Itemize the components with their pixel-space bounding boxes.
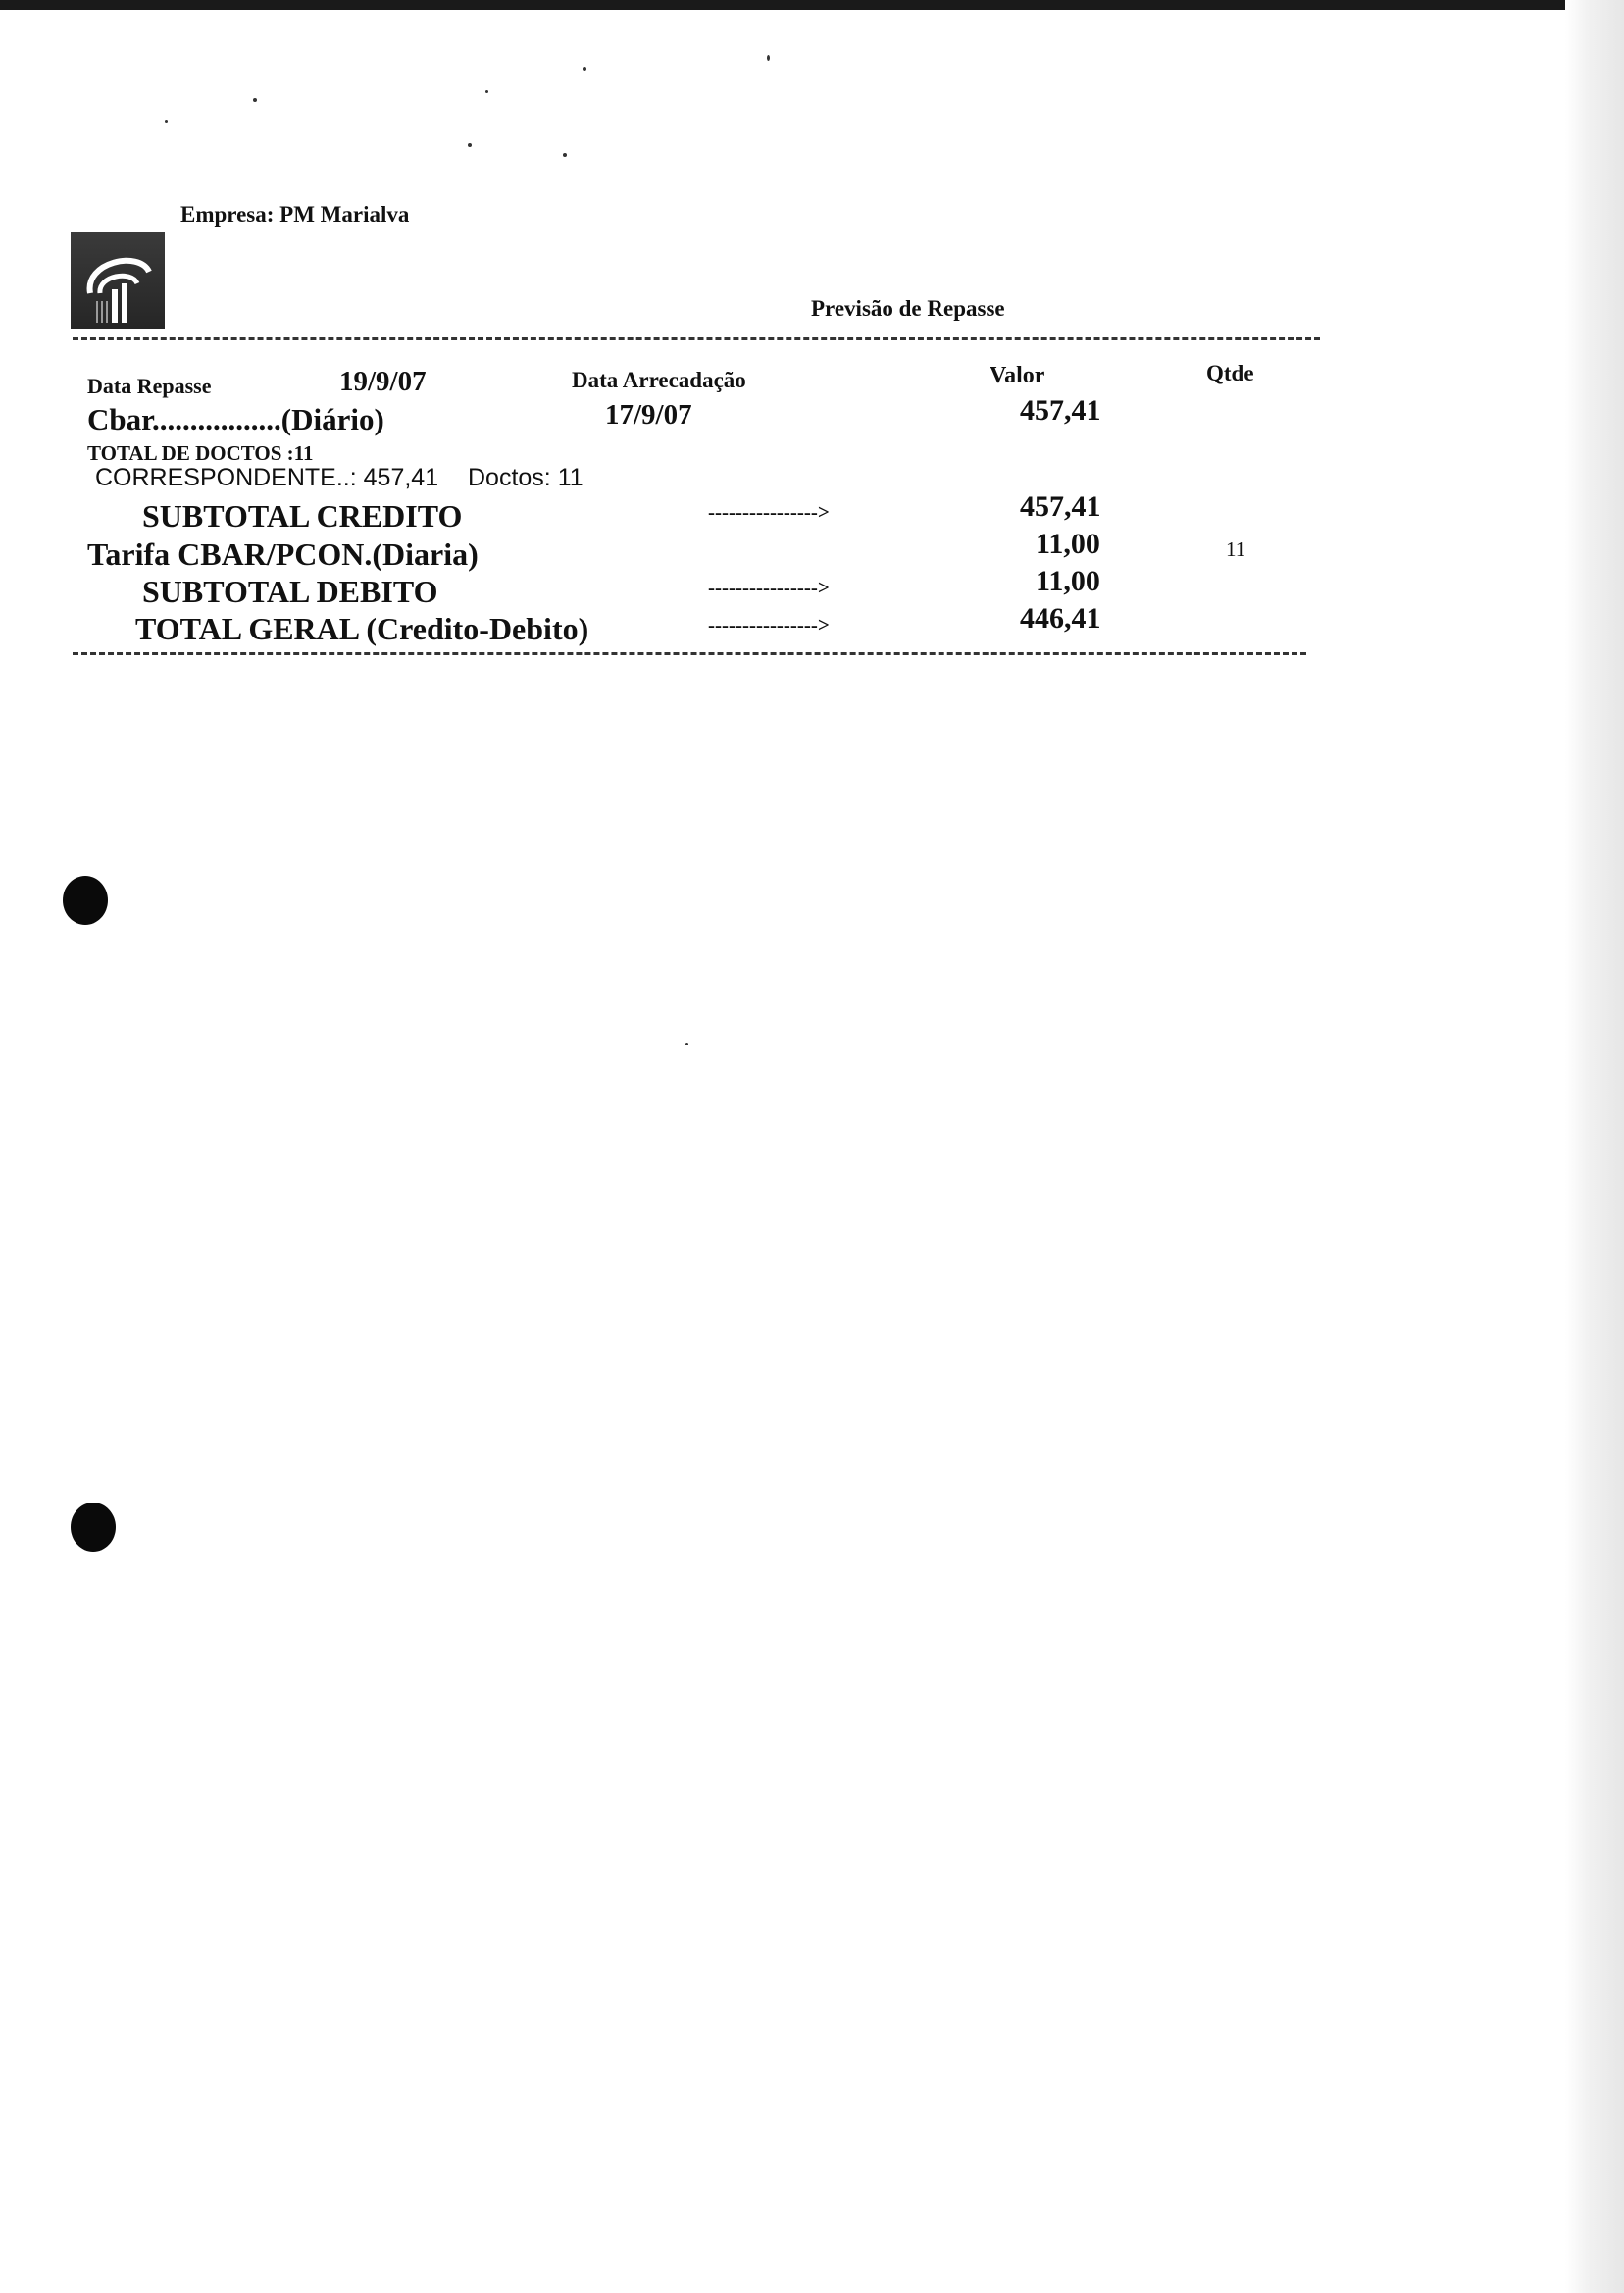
company-name: Empresa: PM Marialva <box>180 202 410 227</box>
top-divider <box>73 337 1320 340</box>
scan-speck <box>767 55 770 61</box>
scan-speck <box>685 1043 688 1045</box>
qtde-label: Qtde <box>1206 361 1254 385</box>
punch-hole-bottom <box>71 1503 116 1552</box>
bank-logo-icon <box>71 232 165 329</box>
data-repasse-value: 19/9/07 <box>339 366 427 397</box>
scan-speck <box>165 120 168 123</box>
tarifa-qtde: 11 <box>1226 537 1246 561</box>
cbar-label: Cbar.................(Diário) <box>87 402 384 436</box>
subtotal-credito-valor: 457,41 <box>1020 490 1101 523</box>
subtotal-credito-label: SUBTOTAL CREDITO <box>142 498 463 534</box>
valor-label: Valor <box>990 363 1045 388</box>
scan-top-border <box>0 0 1624 10</box>
data-repasse-label: Data Repasse <box>87 374 212 398</box>
subtotal-debito-label: SUBTOTAL DEBITO <box>142 574 438 609</box>
report-title: Previsão de Repasse <box>811 296 1005 321</box>
subtotal-debito-arrow: ----------------> <box>708 576 830 599</box>
cbar-date: 17/9/07 <box>605 399 692 431</box>
total-doctos: TOTAL DE DOCTOS :11 <box>87 441 314 465</box>
scan-speck <box>583 67 586 71</box>
subtotal-credito-arrow: ----------------> <box>708 500 830 524</box>
total-geral-label: TOTAL GERAL (Credito-Debito) <box>135 611 589 646</box>
total-geral-arrow: ----------------> <box>708 613 830 637</box>
scan-speck <box>485 90 488 93</box>
punch-hole-top <box>63 876 108 925</box>
subtotal-debito-valor: 11,00 <box>1036 565 1100 597</box>
doctos-count: Doctos: 11 <box>468 464 584 491</box>
cbar-valor: 457,41 <box>1020 394 1101 427</box>
bottom-divider <box>73 652 1306 655</box>
correspondente-line: CORRESPONDENTE..: 457,41 <box>95 464 439 491</box>
scan-speck <box>563 153 567 157</box>
data-arrecadacao-label: Data Arrecadação <box>572 368 746 392</box>
tarifa-valor: 11,00 <box>1036 528 1100 560</box>
scan-speck <box>468 143 472 147</box>
scan-right-edge <box>1565 0 1624 2293</box>
tarifa-label: Tarifa CBAR/PCON.(Diaria) <box>87 536 479 572</box>
total-geral-valor: 446,41 <box>1020 602 1101 635</box>
scan-speck <box>253 98 257 102</box>
